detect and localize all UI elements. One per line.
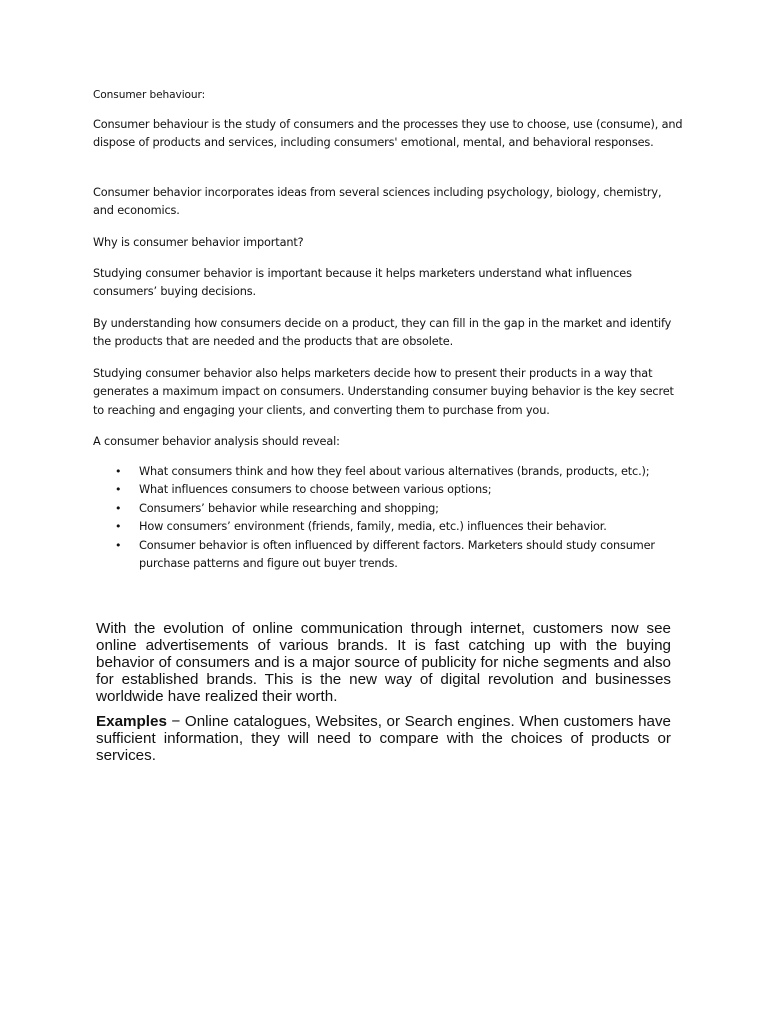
analysis-bullet-list: [93, 463, 683, 573]
list-item: [93, 518, 683, 536]
paragraph-online-evolution: With the evolution of online communication through internet, customers now see online advertisements of various brands. It is fast catching up with the buying behavior of consumers and is a major source of publicity for niche segments and also for established brands. This is the new way of digital revolution and businesses worldwide have realized their worth.: [96, 620, 671, 705]
list-item-text: Consumers’ behavior while researching and shopping;: [139, 501, 439, 515]
list-item-text: What consumers think and how they feel about various alternatives (brands, products, etc.);: [139, 465, 650, 478]
examples-label: Examples: [96, 713, 167, 730]
list-item-text: Consumer behavior is often influenced by different factors. Marketers should study consumer purchase patterns and figure out buyer trends.: [139, 538, 655, 571]
paragraph-analysis-intro: A consumer behavior analysis should reveal:: [93, 435, 340, 448]
document-heading: Consumer behaviour:: [93, 89, 206, 101]
paragraph-gap: By understanding how consumers decide on a product, they can fill in the gap in the market and identify the products that are needed and the products that are obsolete.: [93, 317, 672, 349]
bullet-icon: •: [115, 465, 122, 478]
paragraph-presentation: Studying consumer behavior also helps marketers decide how to present their products in a way that generates a maximum impact on consumers. Understanding consumer buying behavior is the key secret to reaching and engaging your clients, and converting them to purchase from you.: [93, 367, 674, 417]
list-item: [93, 463, 683, 481]
list-item: [93, 481, 683, 499]
paragraph-importance: Studying consumer behavior is important because it helps marketers understand what influences consumers’ buying decisions.: [93, 267, 632, 299]
paragraph-question: Why is consumer behavior important?: [93, 236, 304, 249]
list-item: [93, 537, 683, 574]
bullet-icon: •: [115, 501, 122, 515]
paragraph-definition: Consumer behaviour is the study of consumers and the processes they use to choose, use (consume), and dispose of products and services, including consumers' emotional, mental, and behavioral responses.: [93, 118, 683, 150]
list-item-text: How consumers’ environment (friends, family, media, etc.) influences their behavior.: [139, 520, 607, 534]
bullet-icon: •: [115, 538, 122, 552]
bullet-icon: •: [115, 483, 122, 497]
bullet-icon: •: [115, 520, 122, 534]
paragraph-sciences: Consumer behavior incorporates ideas from several sciences including psychology, biology, chemistry, and economics.: [93, 186, 662, 218]
paragraph-examples: [96, 713, 671, 764]
examples-text: − Online catalogues, Websites, or Search engines. When customers have sufficient information, they will need to compare with the choices of products or services.: [96, 713, 671, 764]
list-item-text: What influences consumers to choose between various options;: [139, 483, 492, 497]
list-item: [93, 500, 683, 518]
